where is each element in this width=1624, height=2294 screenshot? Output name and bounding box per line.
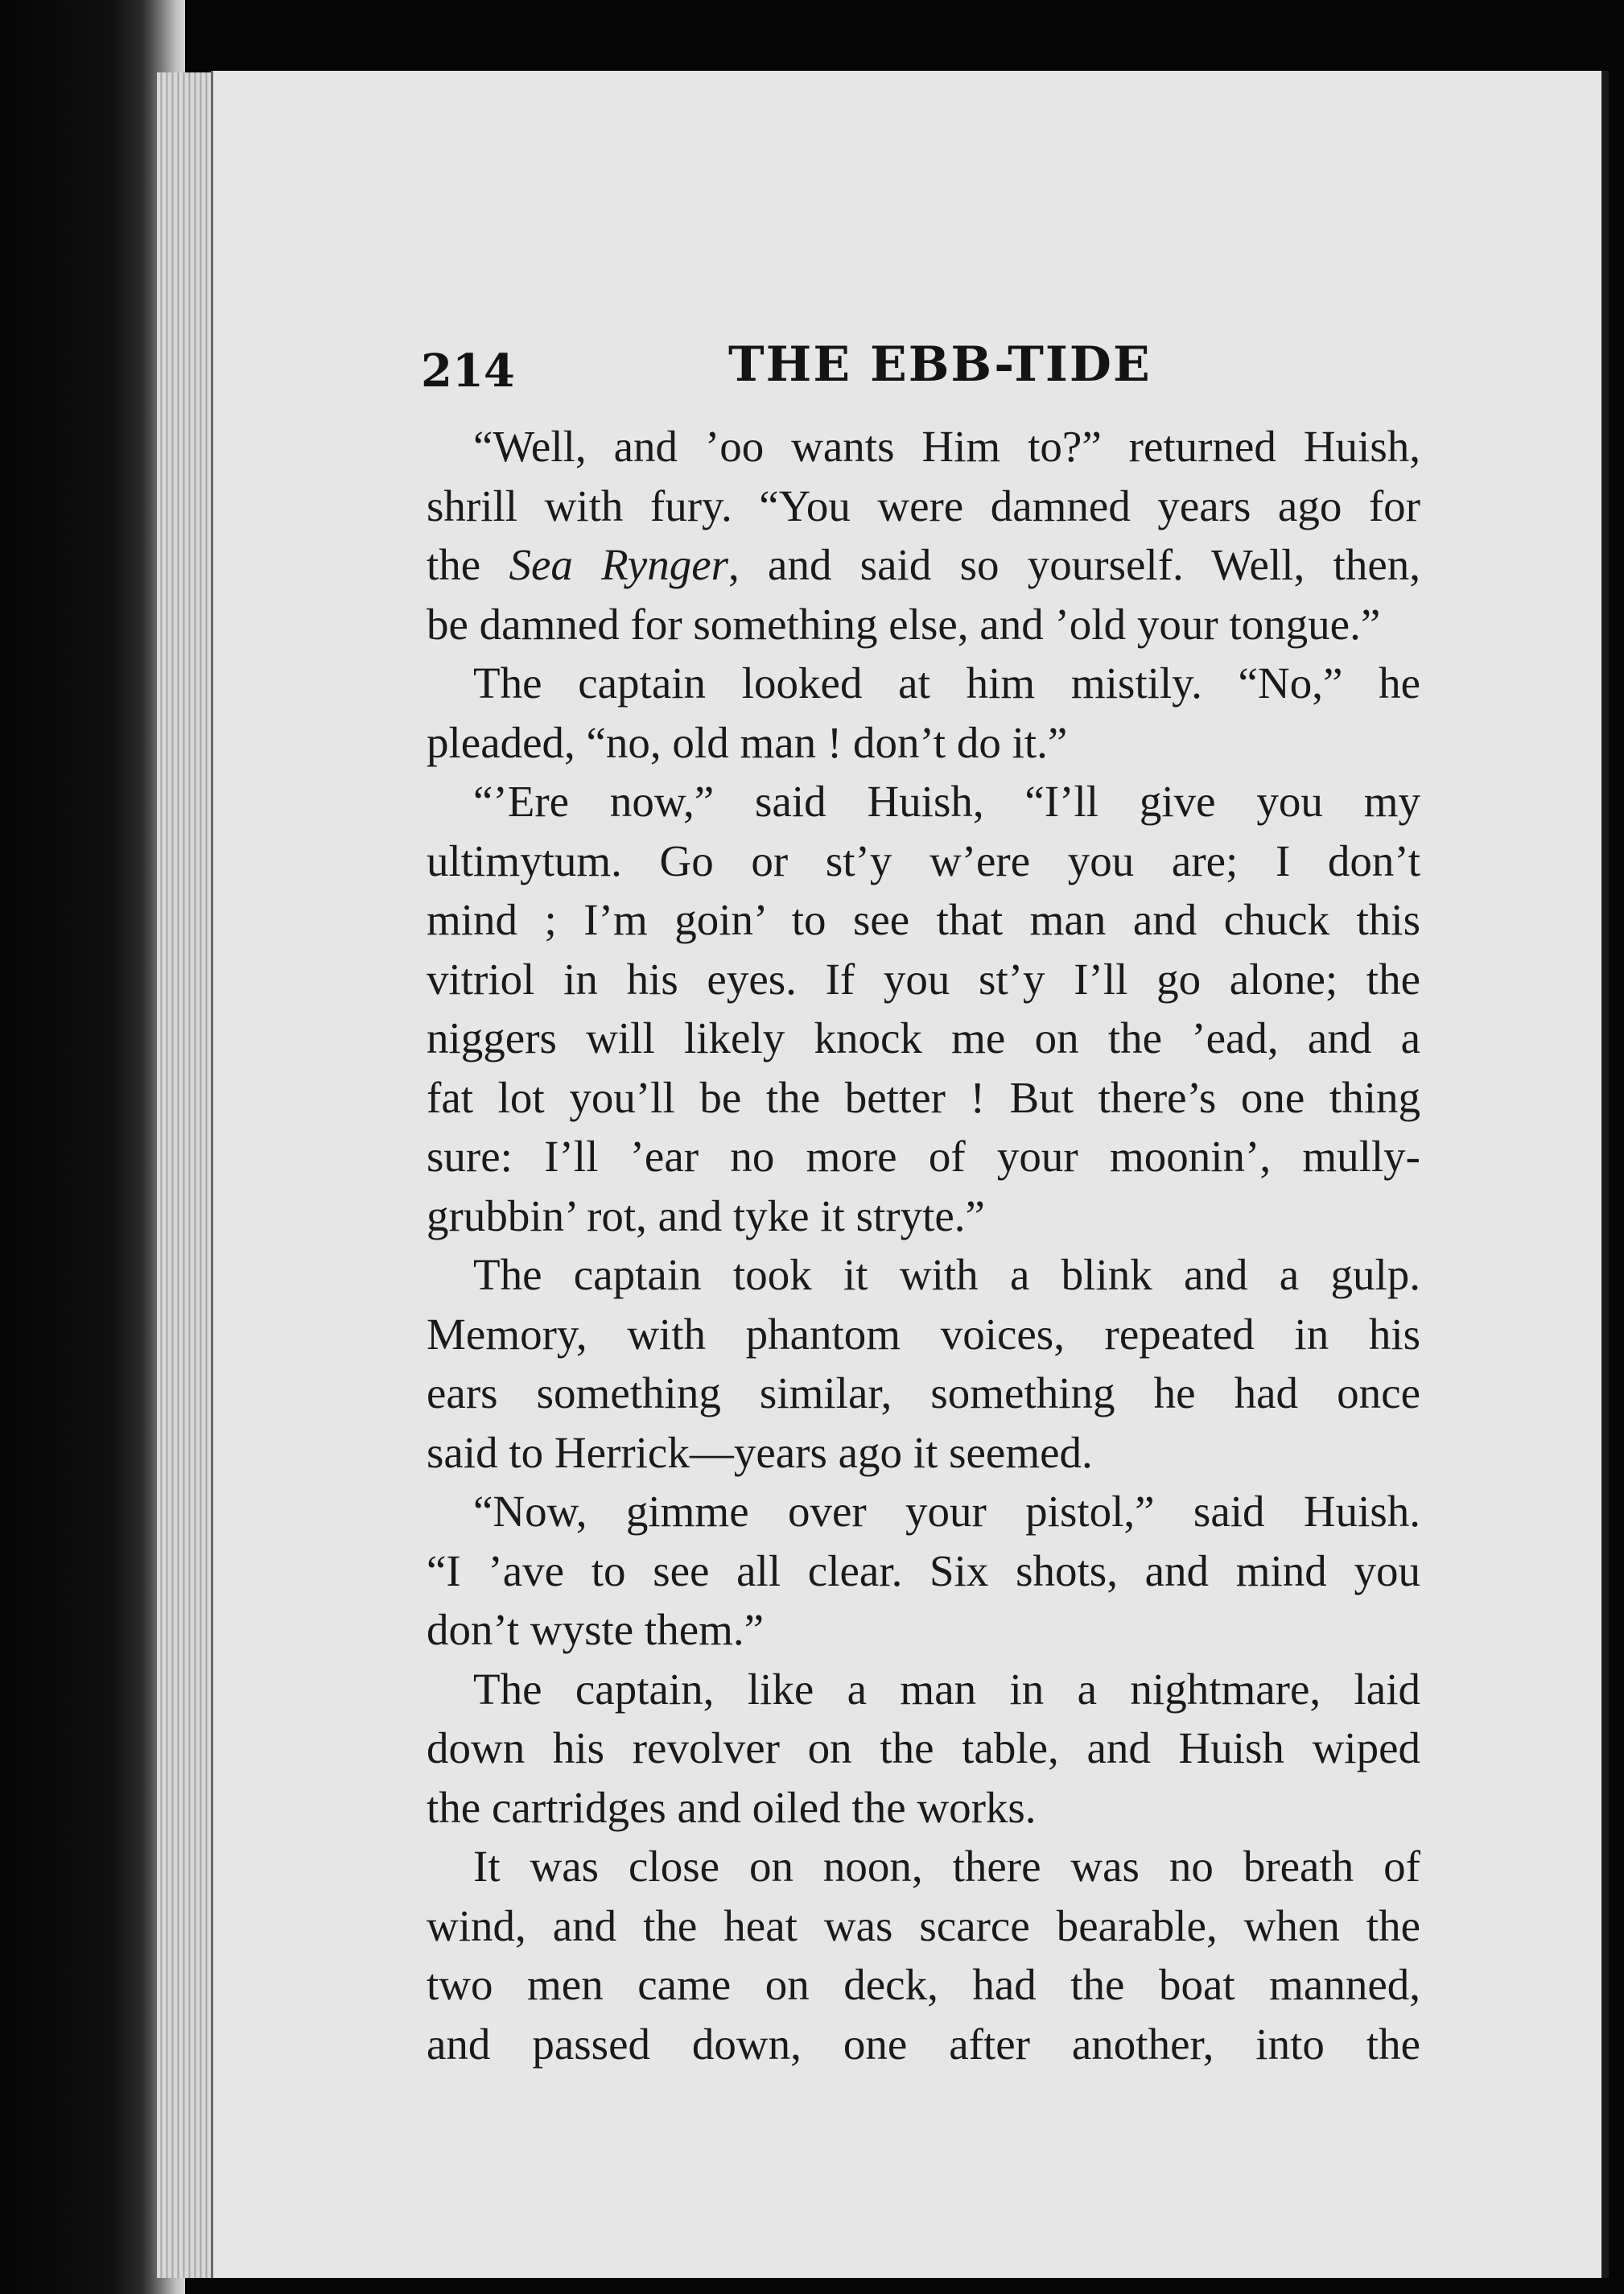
text-line: The captain looked at him mistily. “No,” he: [473, 658, 1420, 708]
text-line: fat lot you’ll be the better ! But there’s one thing: [427, 1072, 1420, 1122]
text-line: The captain took it with a blink and a gulp.: [473, 1250, 1420, 1299]
text-line: down his revolver on the table, and Huish wiped: [427, 1723, 1420, 1772]
text-line: “’Ere now,” said Huish, “I’ll give you my: [473, 777, 1420, 826]
book-page: [211, 71, 1601, 2278]
body-text: [427, 417, 1420, 2073]
text-line: “Now, gimme over your pistol,” said Huish.: [473, 1487, 1420, 1536]
page-header: [213, 264, 1601, 398]
page-number: 214: [421, 345, 515, 398]
paragraph: [427, 654, 1420, 772]
text-line: ears something similar, something he had once: [427, 1368, 1420, 1417]
text-line: pleaded, “no, old man ! don’t do it.”: [427, 717, 1068, 767]
text-line: be damned for something else, and ’old your tongue.”: [427, 599, 1381, 649]
text-line: Memory, with phantom voices, repeated in his: [427, 1309, 1420, 1359]
text-line: and passed down, one after another, into the: [427, 2019, 1420, 2069]
text-line: mind ; I’m goin’ to see that man and chuck this: [427, 895, 1420, 944]
text-line: vitriol in his eyes. If you st’y I’ll go alone; the: [427, 954, 1420, 1004]
text-line: two men came on deck, had the boat manned,: [427, 1960, 1420, 2009]
paragraph: [427, 772, 1420, 1245]
running-title: THE EBB-TIDE: [728, 336, 1152, 393]
paragraph: [427, 1482, 1420, 1660]
text-line: the Sea Rynger, and said so yourself. Well, then,: [427, 540, 1420, 589]
text-line: niggers will likely knock me on the ’ead, and a: [427, 1013, 1420, 1062]
paragraph: [427, 417, 1420, 654]
text-line: sure: I’ll ’ear no more of your moonin’, mully-: [427, 1132, 1420, 1181]
text-line: shrill with fury. “You were damned years ago for: [427, 481, 1420, 530]
text-line: said to Herrick—years ago it seemed.: [427, 1427, 1093, 1477]
text-line: grubbin’ rot, and tyke it stryte.”: [427, 1190, 985, 1240]
text-line: don’t wyste them.”: [427, 1605, 765, 1654]
text-line: “I ’ave to see all clear. Six shots, and mind you: [427, 1545, 1420, 1595]
text-line: ultimytum. Go or st’y w’ere you are; I don’t: [427, 835, 1420, 885]
paragraph: [427, 1837, 1420, 2073]
paragraph: [427, 1660, 1420, 1838]
text-line: the cartridges and oiled the works.: [427, 1782, 1037, 1832]
text-line: “Well, and ’oo wants Him to?” returned Huish,: [473, 422, 1420, 471]
text-line: The captain, like a man in a nightmare, laid: [473, 1664, 1420, 1714]
text-line: wind, and the heat was scarce bearable, when the: [427, 1900, 1420, 1950]
text-line: It was close on noon, there was no breath of: [473, 1842, 1420, 1891]
paragraph: [427, 1245, 1420, 1482]
